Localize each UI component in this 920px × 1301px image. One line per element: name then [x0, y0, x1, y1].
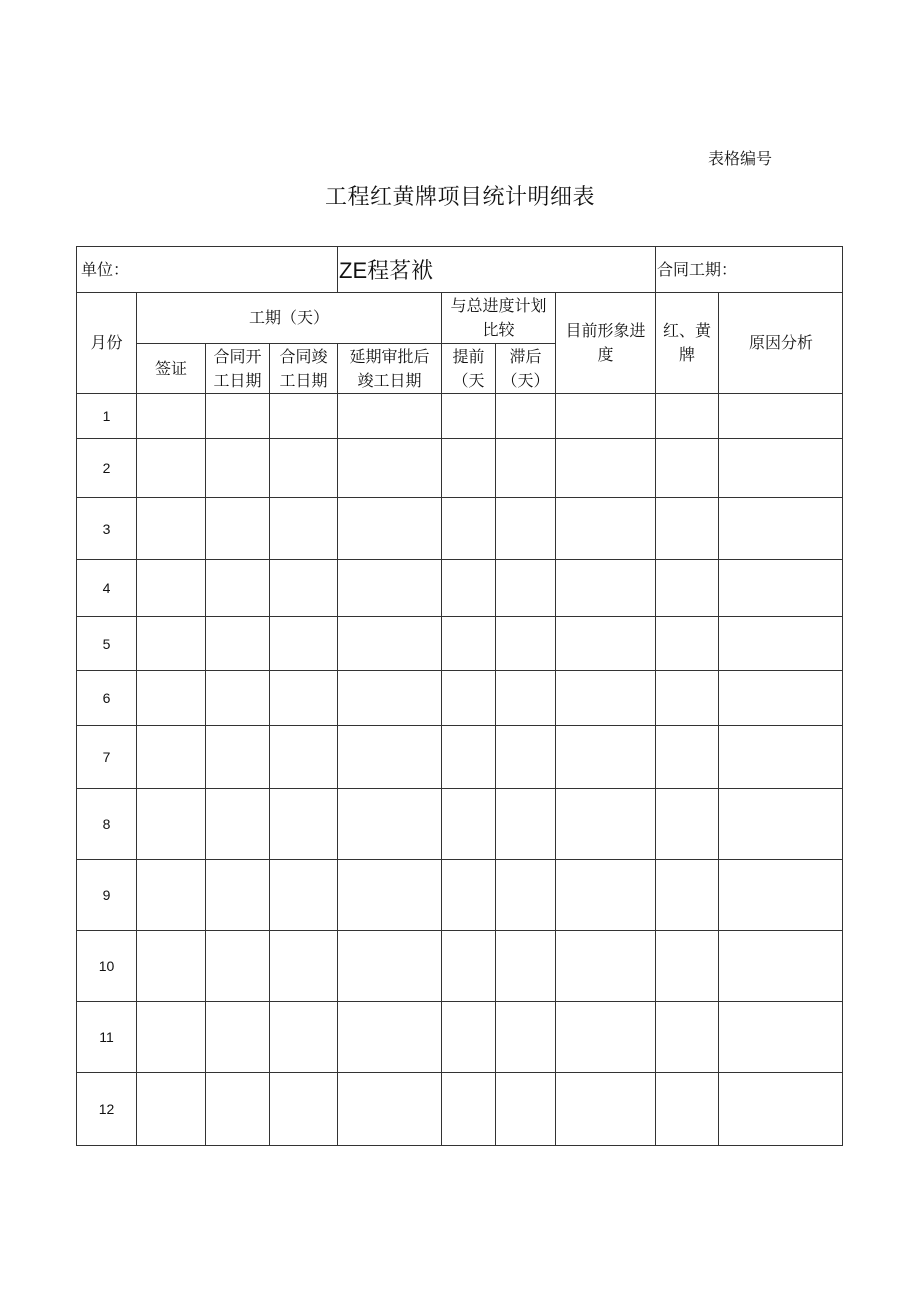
table-row: [76, 726, 843, 789]
row-number: 3: [102, 520, 111, 537]
col-behind: 滞后 （天）: [501, 346, 550, 390]
form-number-label: 表格编号: [708, 149, 773, 168]
row-number: 7: [102, 749, 111, 765]
row-number: 2: [102, 460, 111, 476]
table-row: [76, 1002, 843, 1073]
row-number: 12: [98, 1101, 115, 1117]
contract-period-label: 合同工期：: [657, 259, 738, 279]
col-card: 红、黄 牌: [662, 321, 711, 364]
info-row: [76, 246, 843, 293]
table-row: [76, 1073, 843, 1146]
col-ahead: 提前 （天: [452, 346, 485, 390]
col-extended-finish: 延期审批后 竣工日期: [349, 346, 430, 390]
row-number: 9: [102, 887, 111, 903]
row-number: 8: [102, 816, 111, 832]
table-row: [76, 789, 843, 860]
col-contract-finish: 合同竣 工日期: [279, 346, 328, 390]
table-row: [76, 617, 843, 671]
col-compare-group: 与总进度计划 比较: [450, 296, 547, 339]
col-reason: 原因分析: [748, 333, 813, 352]
row-number: 4: [102, 580, 111, 596]
row-number: 5: [102, 635, 111, 652]
statistics-table: [76, 246, 843, 1146]
table-body: [76, 394, 843, 1146]
unit-label: 单位：: [81, 259, 130, 279]
page-title: 工程红黄牌项目统计明细表: [324, 185, 595, 210]
row-number: 6: [102, 690, 111, 706]
table-header: [76, 293, 843, 394]
col-visa: 签证: [154, 358, 187, 378]
col-contract-start: 合同开 工日期: [213, 346, 262, 390]
unit-value: ZE程茗袱: [339, 258, 434, 283]
table-row: [76, 498, 843, 560]
table-row: [76, 394, 843, 439]
table-row: [76, 860, 843, 931]
col-progress: 目前形象进 度: [565, 321, 646, 364]
table-row: [76, 560, 843, 617]
row-number: 1: [102, 408, 111, 424]
table-row: [76, 439, 843, 498]
col-month: 月份: [90, 333, 123, 352]
table-row: [76, 931, 843, 1002]
row-number: 10: [98, 958, 115, 974]
row-number: 11: [99, 1029, 114, 1045]
table-row: [76, 671, 843, 726]
col-duration-group: 工期（天）: [248, 308, 329, 327]
